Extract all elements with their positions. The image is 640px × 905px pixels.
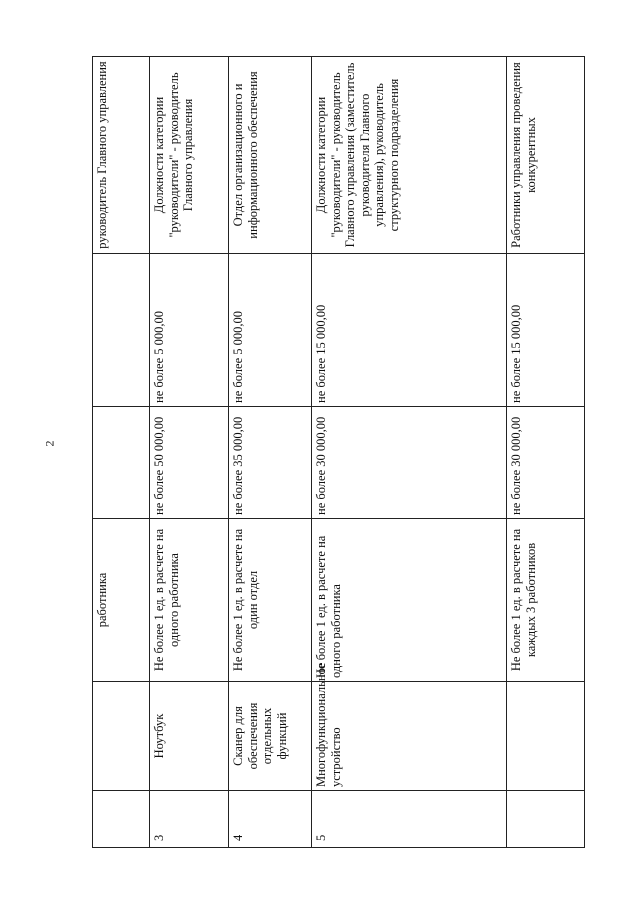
equipment-norms-table [92,56,585,848]
equipment-name: Сканер для обеспечения отдельных функций [229,682,312,791]
equipment-name: Многофункциональное устройство [312,682,507,791]
cont-cell-annual [93,254,150,407]
price-limit: не более 30 000,00 [507,407,585,519]
table-row [229,57,312,848]
price-limit: не более 35 000,00 [229,407,312,519]
quantity-norm: Не более 1 ед. в расчете на одного работника [312,519,507,682]
positions: Отдел организационного и информационного обеспечения [229,57,312,254]
price-limit: не более 30 000,00 [312,407,507,519]
row-number: 5 [312,791,507,848]
table-row [507,57,585,848]
cont-cell-num [93,791,150,848]
row-number: 4 [229,791,312,848]
annual-limit: не более 15 000,00 [507,254,585,407]
cont-cell-price [93,407,150,519]
annual-limit: не более 5 000,00 [229,254,312,407]
annual-limit: не более 5 000,00 [150,254,229,407]
positions: Работники управления проведения конкурентных [507,57,585,254]
quantity-norm: Не более 1 ед. в расчете на одного работника [150,519,229,682]
equipment-name [507,682,585,791]
quantity-norm: Не более 1 ед. в расчете на один отдел [229,519,312,682]
price-limit: не более 50 000,00 [150,407,229,519]
quantity-norm: Не более 1 ед. в расчете на каждых 3 работников [507,519,585,682]
table-row-continued [93,57,150,848]
table-row [150,57,229,848]
equipment-name: Ноутбук [150,682,229,791]
positions: Должности категории "руководители" - руководитель Главного управления [150,57,229,254]
cont-cell-name [93,682,150,791]
row-number: 3 [150,791,229,848]
positions: Должности категории "руководители" - руководитель Главного управления (заместитель руководителя Главного управления), руководитель структурного подразделения [312,57,507,254]
row-number [507,791,585,848]
rotated-table-frame [92,57,584,848]
annual-limit: не более 15 000,00 [312,254,507,407]
equipment-table-container [92,57,584,848]
table-row [312,57,507,848]
cont-cell-quantity: работника [93,519,150,682]
page-number: 2 [42,440,57,447]
cont-cell-positions: руководитель Главного управления [93,57,150,254]
